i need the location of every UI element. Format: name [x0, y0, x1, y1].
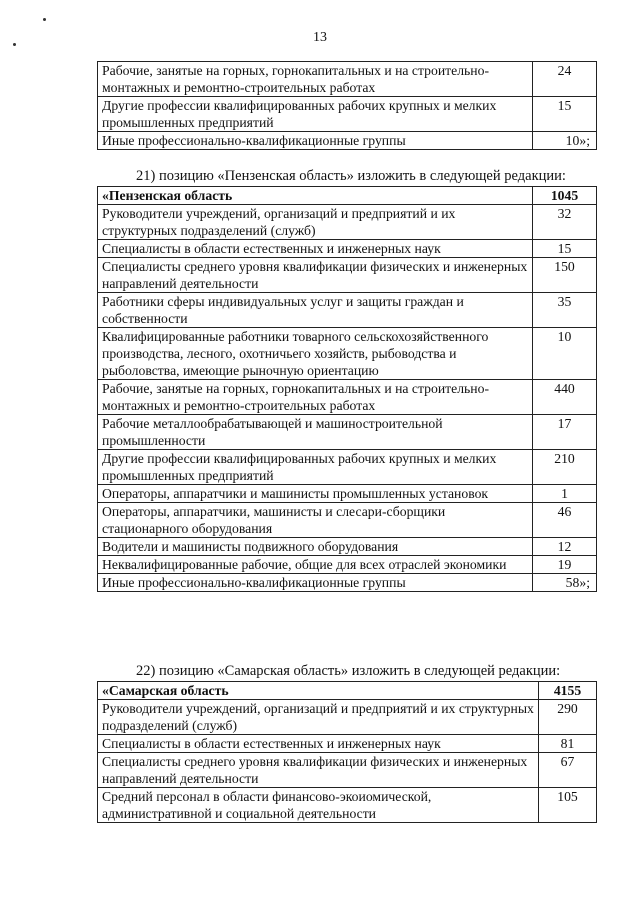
category-label: Специалисты среднего уровня квалификации физических и инженерных направлений деятельности [98, 753, 539, 788]
category-value: 81 [539, 735, 597, 753]
category-label: Квалифицированные работники товарного сельскохозяйственного производства, лесного, охотничьего хозяйств, рыбоводства и рыболовства, имеющие рыночную ориентацию [98, 328, 533, 380]
category-value: 440 [533, 380, 597, 415]
table-row [98, 258, 597, 293]
category-label: Руководители учреждений, организаций и предприятий и их структурных подразделений (служб) [98, 205, 533, 240]
table-samara [97, 681, 597, 823]
category-label: Рабочие металлообрабатывающей и машиностроительной промышленности [98, 415, 533, 450]
category-label: Водители и машинисты подвижного оборудования [98, 538, 533, 556]
table-row [98, 380, 597, 415]
category-value: 1 [533, 485, 597, 503]
category-label: Иные профессионально-квалификационные группы [98, 132, 533, 150]
category-value: 46 [533, 503, 597, 538]
category-label: Средний персонал в области финансово-экоиомической, административной и социальной деятельности [98, 788, 539, 823]
category-label: Специалисты в области естественных и инженерных наук [98, 735, 539, 753]
table-row [98, 556, 597, 574]
category-label: Специалисты в области естественных и инженерных наук [98, 240, 533, 258]
table-row [98, 450, 597, 485]
category-value: 24 [533, 62, 597, 97]
category-value: 105 [539, 788, 597, 823]
table-row [98, 538, 597, 556]
scan-mark [43, 18, 46, 21]
section-22-intro: 22) позицию «Самарская область» изложить в следующей редакции: [136, 663, 561, 679]
table-row [98, 97, 597, 132]
table-row [98, 240, 597, 258]
category-value: 17 [533, 415, 597, 450]
category-value: 150 [533, 258, 597, 293]
table-row [98, 132, 597, 150]
table-row [98, 62, 597, 97]
page-number: 13 [313, 30, 327, 45]
category-label: Другие профессии квалифицированных рабочих крупных и мелких промышленных предприятий [98, 450, 533, 485]
category-label: Рабочие, занятые на горных, горнокапитальных и на строительно-монтажных и ремонтно-строительных работах [98, 62, 533, 97]
category-label: Другие профессии квалифицированных рабочих крупных и мелких промышленных предприятий [98, 97, 533, 132]
category-value: 10 [533, 328, 597, 380]
region-total: 1045 [533, 187, 597, 205]
category-value: 58»; [533, 574, 597, 592]
category-value: 12 [533, 538, 597, 556]
table-top [97, 61, 597, 150]
table-row [98, 574, 597, 592]
region-name: «Пензенская область [98, 187, 533, 205]
category-label: Иные профессионально-квалификационные группы [98, 574, 533, 592]
table-row [98, 485, 597, 503]
category-value: 35 [533, 293, 597, 328]
category-label: Руководители учреждений, организаций и предприятий и их структурных подразделений (служб) [98, 700, 539, 735]
region-name: «Самарская область [98, 682, 539, 700]
category-label: Работники сферы индивидуальных услуг и защиты граждан и собственности [98, 293, 533, 328]
table-row [98, 415, 597, 450]
category-value: 32 [533, 205, 597, 240]
category-label: Неквалифицированные рабочие, общие для всех отраслей экономики [98, 556, 533, 574]
table-row [98, 700, 597, 735]
category-label: Специалисты среднего уровня квалификации физических и инженерных направлений деятельности [98, 258, 533, 293]
table-row [98, 328, 597, 380]
category-value: 10»; [533, 132, 597, 150]
section-21-intro: 21) позицию «Пензенская область» изложить в следующей редакции: [136, 168, 566, 184]
table-row [98, 735, 597, 753]
category-value: 19 [533, 556, 597, 574]
table-header-row [98, 682, 597, 700]
table-header-row [98, 187, 597, 205]
category-value: 15 [533, 240, 597, 258]
category-label: Операторы, аппаратчики и машинисты промышленных установок [98, 485, 533, 503]
category-label: Рабочие, занятые на горных, горнокапитальных и на строительно-монтажных и ремонтно-строительных работах [98, 380, 533, 415]
category-label: Операторы, аппаратчики, машинисты и слесари-сборщики стационарного оборудования [98, 503, 533, 538]
category-value: 15 [533, 97, 597, 132]
table-row [98, 503, 597, 538]
category-value: 290 [539, 700, 597, 735]
table-row [98, 205, 597, 240]
table-row [98, 788, 597, 823]
region-total: 4155 [539, 682, 597, 700]
table-penza [97, 186, 597, 592]
category-value: 67 [539, 753, 597, 788]
category-value: 210 [533, 450, 597, 485]
table-row [98, 293, 597, 328]
table-row [98, 753, 597, 788]
